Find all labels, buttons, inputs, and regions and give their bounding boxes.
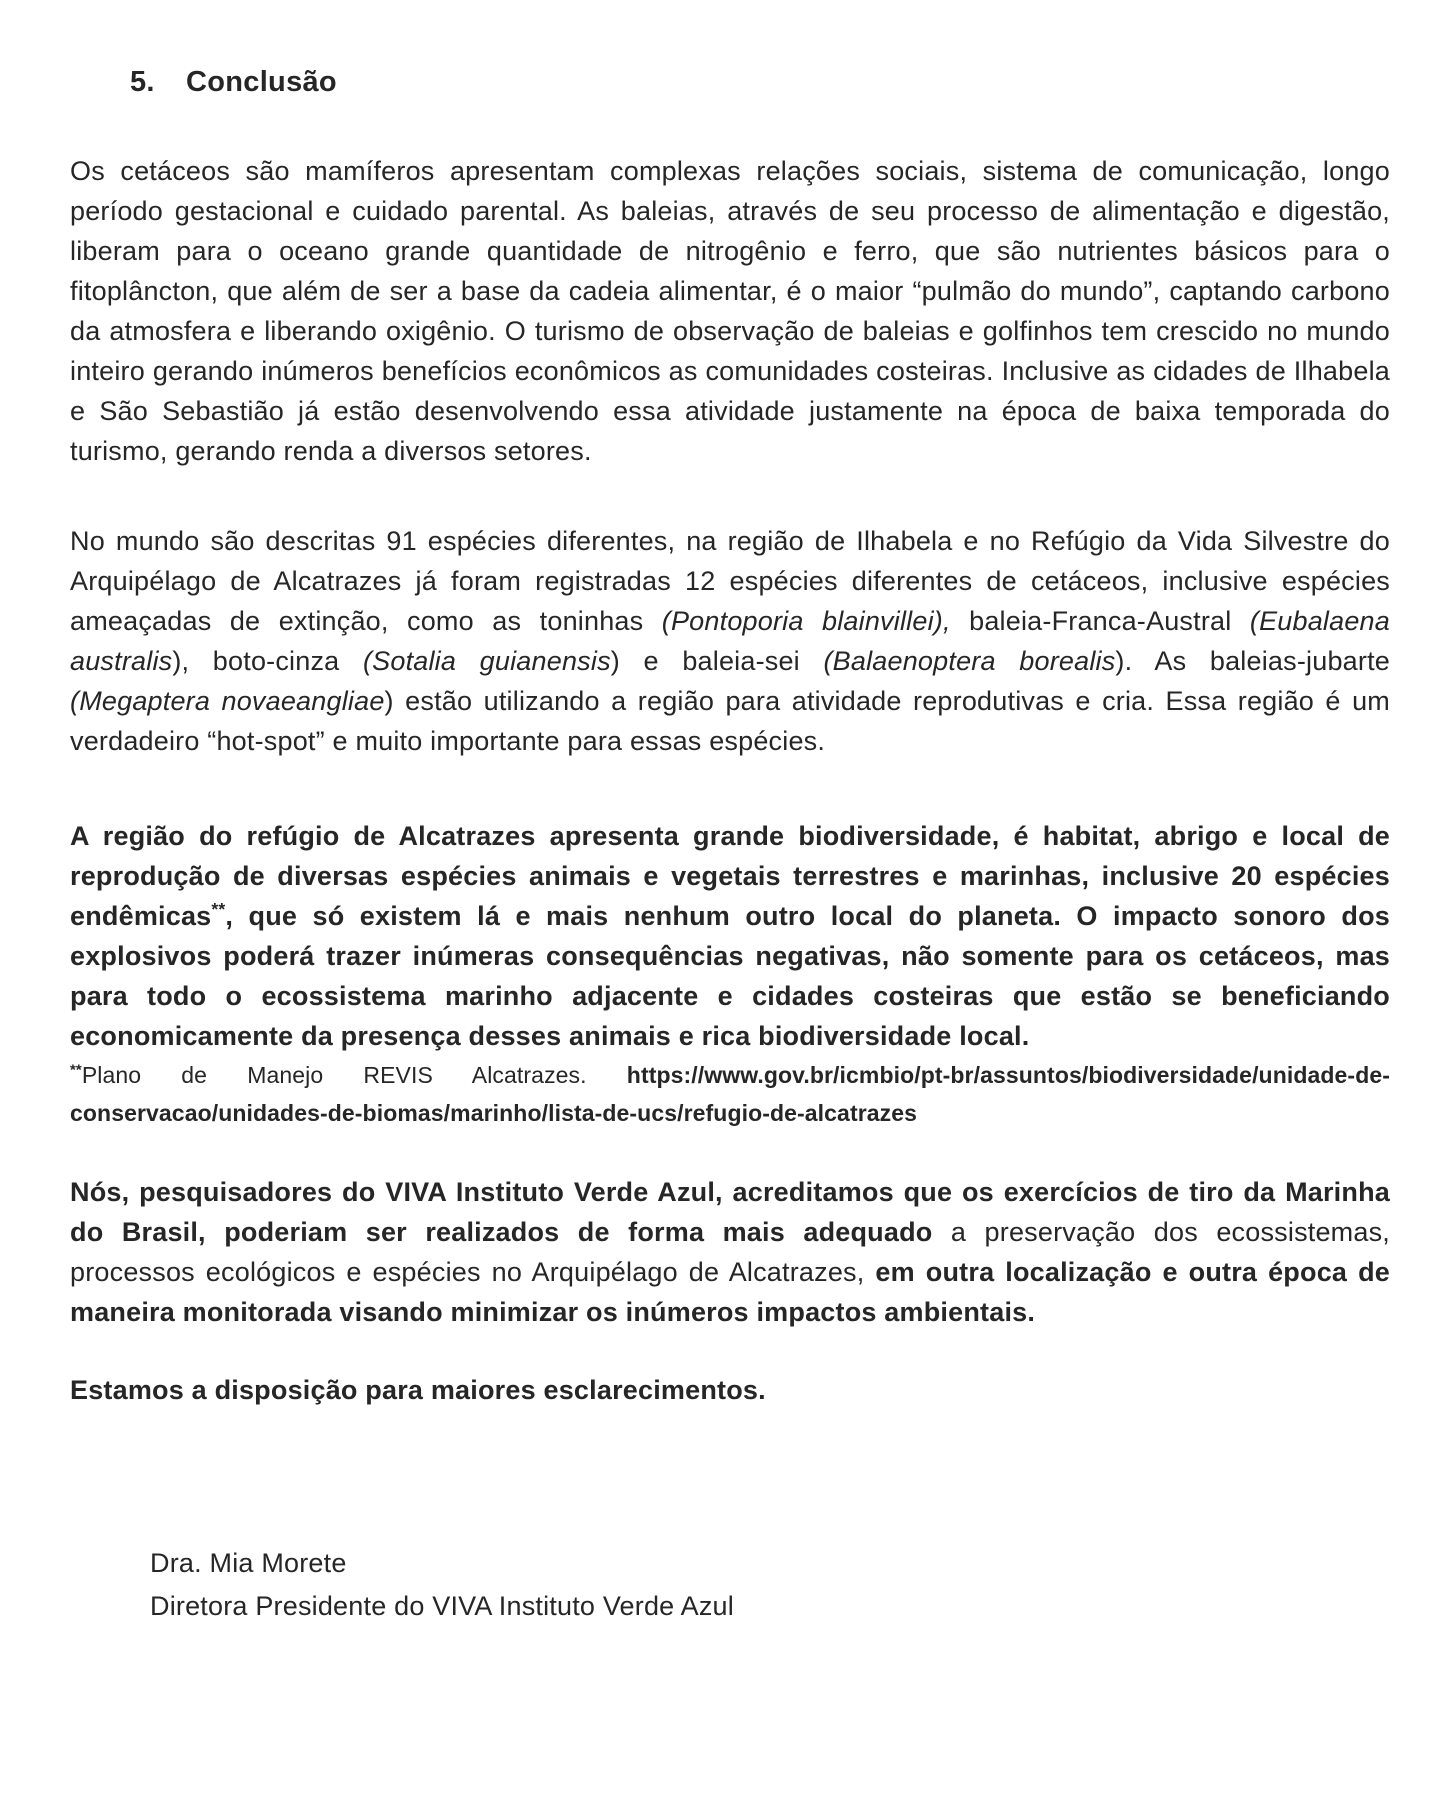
text-run: (Sotalia guianensis <box>362 646 611 676</box>
text-run: ), boto-cinza <box>172 646 363 676</box>
text-run: ) estão utilizando a região para atividade reprodutivas e cria. Essa região é um verdadeiro “hot-spot” e muito importante para essas espécies. <box>70 686 1390 756</box>
text-run: em outra localização e outra época de maneira monitorada visando minimizar os inúmeros impactos ambientais. <box>70 1257 1390 1327</box>
text-run: a preservação dos ecossistemas, processos ecológicos e espécies no Arquipélago de Alcatrazes, <box>70 1217 1390 1287</box>
paragraph-species-described <box>70 521 1390 761</box>
section-heading <box>130 66 1390 99</box>
text-run: baleia-Franca-Austral <box>950 606 1250 636</box>
closing-statement: Estamos a disposição para maiores esclarecimentos. <box>70 1375 766 1405</box>
text-run: , que só existem lá e mais nenhum outro local do planeta. O impacto sonoro dos explosivos poderá trazer inúmeras consequências negativas, não somente para os cetáceos, mas para todo o ecossistema marinho adjacente e cidades costeiras que estão se beneficiando economicamente da presença desses animais e rica biodiversidade local. <box>70 901 1390 1051</box>
signature-name: Dra. Mia Morete <box>150 1548 347 1578</box>
paragraph-intro-cetaceans <box>70 151 1390 471</box>
text-run: ) e baleia-sei <box>610 646 824 676</box>
text-run: (Megaptera novaeangliae <box>70 686 385 716</box>
text-run: ** <box>70 1061 82 1079</box>
text-run: ). As baleias-jubarte <box>1115 646 1390 676</box>
signature-block <box>150 1542 1390 1628</box>
signature-title: Diretora Presidente do VIVA Instituto Verde Azul <box>150 1591 734 1621</box>
text-run: A região do refúgio de Alcatrazes apresenta grande biodiversidade, é habitat, abrigo e local de reprodução de diversas espécies animais e vegetais terrestres e marinhas, inclusive 20 espécies endêmicas <box>70 821 1390 931</box>
text-run: Nós, pesquisadores do VIVA Instituto Verde Azul, acreditamos que os exercícios de tiro da Marinha do Brasil, poderiam ser realizados de forma mais adequado <box>70 1177 1390 1247</box>
paragraph-researchers-statement <box>70 1172 1390 1332</box>
text-run: ** <box>211 899 226 919</box>
text-run: Plano de Manejo REVIS Alcatrazes. <box>81 1062 627 1088</box>
text-run: No mundo são descritas 91 espécies diferentes, na região de Ilhabela e no Refúgio da Vida Silvestre do Arquipélago de Alcatrazes já foram registradas 12 espécies diferentes de cetáceos, inclusive espécies ameaçadas de extinção, como as toninhas <box>70 526 1390 636</box>
section-title: Conclusão <box>186 66 337 98</box>
text-run: (Eubalaena australis <box>70 606 1390 676</box>
paragraph-biodiversity-warning <box>70 816 1390 1056</box>
footnote-plano-manejo <box>70 1056 1390 1132</box>
text-run: (Balaenoptera borealis <box>823 646 1116 676</box>
section-number: 5. <box>130 66 155 98</box>
text-run: (Pontoporia blainvillei), <box>661 606 951 636</box>
text-run: Os cetáceos são mamíferos apresentam complexas relações sociais, sistema de comunicação, longo período gestacional e cuidado parental. As baleias, através de seu processo de alimentação e digestão, liberam para o oceano grande quantidade de nitrogênio e ferro, que são nutrientes básicos para o fitoplâncton, que além de ser a base da cadeia alimentar, é o maior “pulmão do mundo”, captando carbono da atmosfera e liberando oxigênio. O turismo de observação de baleias e golfinhos tem crescido no mundo inteiro gerando inúmeros benefícios econômicos as comunidades costeiras. Inclusive as cidades de Ilhabela e São Sebastião já estão desenvolvendo essa atividade justamente na época de baixa temporada do turismo, gerando renda a diversos setores. <box>70 156 1390 466</box>
text-run: https://www.gov.br/icmbio/pt-br/assuntos/biodiversidade/unidade-de-conservacao/unidades-de-biomas/marinho/lista-de-ucs/refugio-de-alcatrazes <box>70 1062 1390 1126</box>
